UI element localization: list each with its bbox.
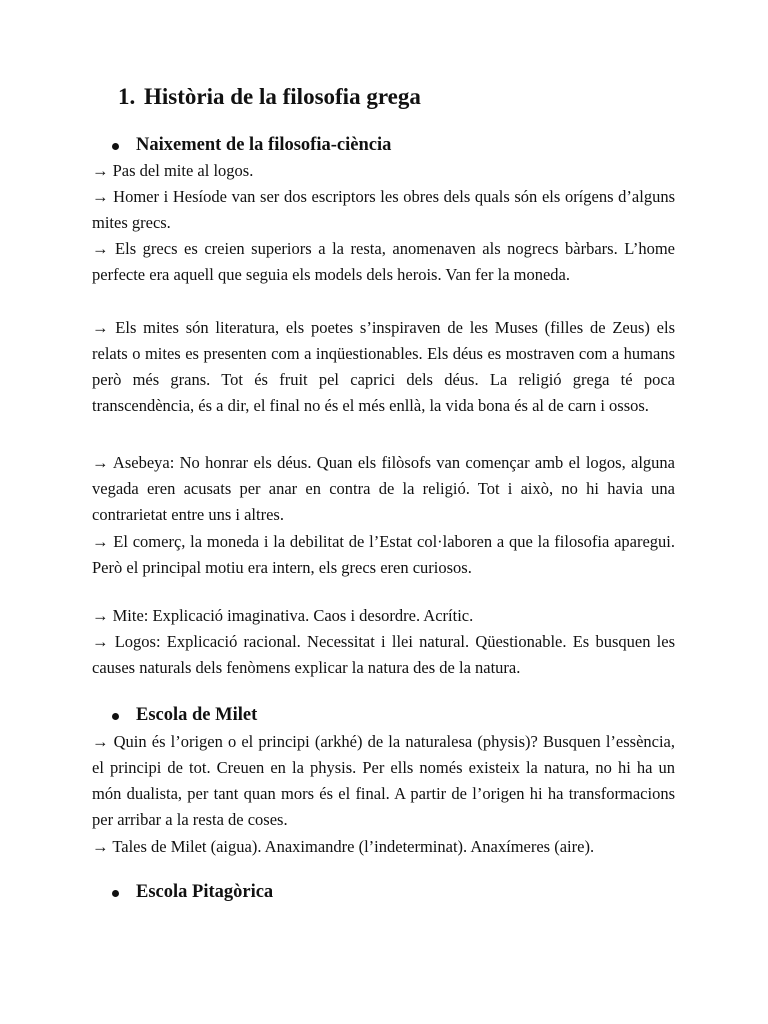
page-title: [118, 84, 421, 110]
paragraph: → Els mites són literatura, els poetes s’inspiraven de les Muses (filles de Zeus) els relats o mites es presenten com a inqüestionables. Els déus es mostraven com a humans però més grans. Tot és fruit pel caprici dels déus. La religió grega té poca transcendència, és a dir, el final no és el més enllà, la vida bona és al de carn i ossos.: [92, 318, 675, 415]
bullet-icon: [112, 713, 119, 720]
section-heading-text: Escola Pitagòrica: [136, 882, 274, 902]
bullet-icon: [112, 143, 119, 150]
bullet-icon: [112, 890, 119, 897]
section-heading-text: Naixement de la filosofia-ciència: [136, 135, 392, 155]
section-heading-milet: [112, 705, 257, 726]
section-heading-text: Escola de Milet: [136, 705, 258, 725]
section-heading-naixement: [112, 135, 391, 156]
paragraph: → Mite: Explicació imaginativa. Caos i desordre. Acrític.: [92, 606, 474, 625]
paragraph: → Asebeya: No honrar els déus. Quan els filòsofs van començar amb el logos, alguna vegada eren acusats per anar en contra de la religió. Tot i això, no hi havia una contrarietat entre uns i altres.: [92, 453, 675, 524]
paragraph: → Pas del mite al logos.: [92, 161, 254, 180]
section-heading-pitagorica: [112, 882, 273, 903]
paragraph: → Els grecs es creien superiors a la resta, anomenaven als nogrecs bàrbars. L’home perfecte era aquell que seguia els models dels herois. Van fer la moneda.: [92, 239, 675, 284]
title-number: 1.: [118, 84, 136, 109]
title-text: Història de la filosofia grega: [144, 84, 421, 109]
paragraph: → Logos: Explicació racional. Necessitat i llei natural. Qüestionable. Es busquen les causes naturals dels fenòmens explicar la natura des de la natura.: [92, 632, 675, 677]
paragraph: → El comerç, la moneda i la debilitat de l’Estat col·laboren a que la filosofia aparegui. Però el principal motiu era intern, els grecs eren curiosos.: [92, 532, 675, 577]
paragraph: → Tales de Milet (aigua). Anaximandre (l’indeterminat). Anaxímeres (aire).: [92, 837, 595, 856]
paragraph: → Homer i Hesíode van ser dos escriptors les obres dels quals són els orígens d’alguns mites grecs.: [92, 187, 675, 232]
paragraph: → Quin és l’origen o el principi (arkhé) de la naturalesa (physis)? Busquen l’essència, el principi de tot. Creuen en la physis. Per ells només existeix la natura, no hi ha un món dualista, per tant quan mors és el final. A partir de l’origen hi ha transformacions per arribar a la resta de coses.: [92, 732, 675, 829]
